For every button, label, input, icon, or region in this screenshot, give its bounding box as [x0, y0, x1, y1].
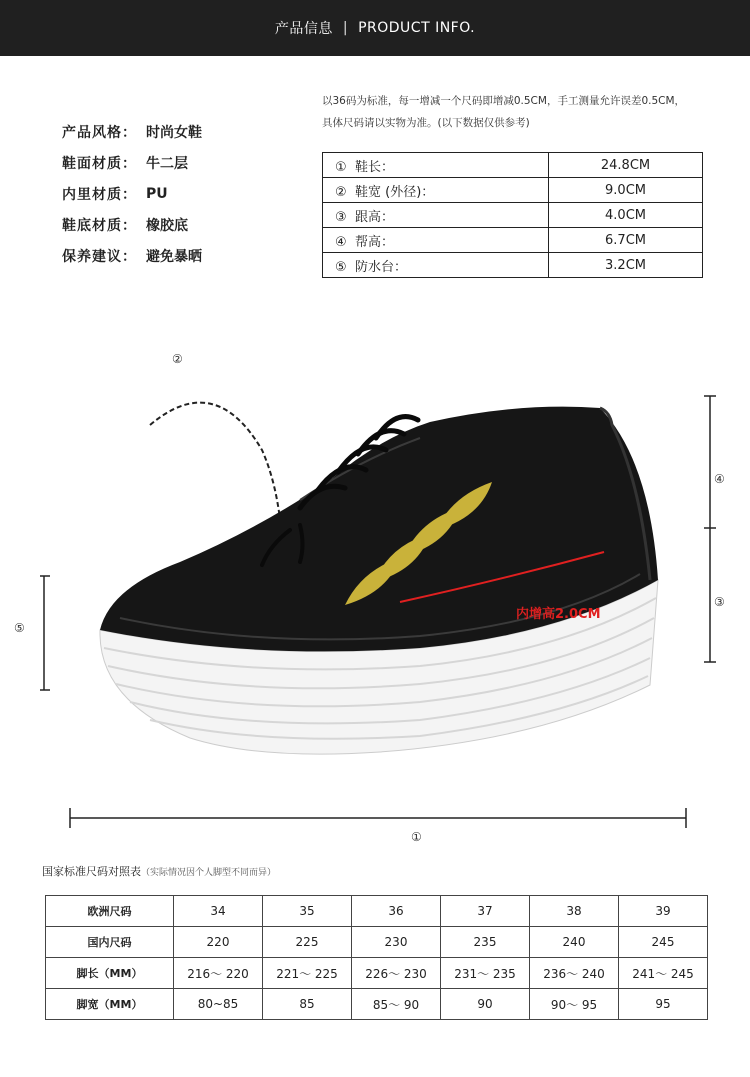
size-row-foot-length: [46, 958, 708, 989]
dimension-label: 鞋宽 (外径)：: [355, 184, 435, 200]
size-chart-title: [42, 863, 276, 879]
marker-2: ②: [172, 352, 183, 366]
dimension-number: ⑤: [335, 259, 347, 275]
measure-note-line1: 以36码为标准，每一增减一个尺码即增减0.5CM，手工测量允许误差0.5CM，: [322, 95, 686, 107]
product-properties: [62, 116, 202, 271]
marker-3: ③: [714, 595, 725, 609]
dimension-row: [323, 228, 703, 253]
size-row-cn: [46, 927, 708, 958]
dimension-row: [323, 153, 703, 178]
size-cell: 240: [530, 927, 619, 958]
dimension-number: ②: [335, 184, 347, 200]
size-chart-heading: 国家标准尺码对照表: [42, 865, 141, 878]
property-value: 避免暴晒: [146, 248, 202, 265]
size-row-foot-width: [46, 989, 708, 1020]
dimension-number: ③: [335, 209, 347, 225]
size-cell: 35: [263, 896, 352, 927]
size-row-label: 欧洲尺码: [46, 896, 174, 927]
size-row-label: 国内尺码: [46, 927, 174, 958]
property-value: 牛二层: [146, 155, 188, 172]
property-row: [62, 209, 202, 240]
size-cell: 231～ 235: [441, 958, 530, 989]
marker-4: ④: [714, 472, 725, 486]
size-cell: 90～ 95: [530, 989, 619, 1020]
size-cell: 36: [352, 896, 441, 927]
size-cell: 225: [263, 927, 352, 958]
property-value: 时尚女鞋: [146, 124, 202, 141]
property-value: 橡胶底: [146, 217, 188, 234]
size-cell: 90: [441, 989, 530, 1020]
shoe-drawing: [0, 330, 750, 850]
size-cell: 37: [441, 896, 530, 927]
size-cell: 85～ 90: [352, 989, 441, 1020]
property-row: [62, 178, 202, 209]
size-cell: 34: [174, 896, 263, 927]
marker-5: ⑤: [14, 621, 25, 635]
size-cell: 95: [619, 989, 708, 1020]
measure-note-line2: 具体尺码请以实物为准。(以下数据仅供参考): [322, 117, 530, 129]
property-key: 鞋面材质：: [62, 155, 137, 172]
marker-1: ①: [411, 830, 422, 844]
size-cell: 241～ 245: [619, 958, 708, 989]
dimension-row: [323, 203, 703, 228]
dimension-value: 3.2CM: [549, 253, 703, 278]
dimension-label: 跟高：: [355, 209, 395, 225]
property-row: [62, 147, 202, 178]
size-cell: 220: [174, 927, 263, 958]
header-title-cn: 产品信息: [274, 21, 333, 37]
size-cell: 221～ 225: [263, 958, 352, 989]
inner-height-label: 内增高2.0CM: [516, 607, 601, 622]
dimension-value: 24.8CM: [549, 153, 703, 178]
dimension-label: 帮高：: [355, 234, 395, 250]
size-cell: 85: [263, 989, 352, 1020]
size-cell: 235: [441, 927, 530, 958]
dimension-value: 9.0CM: [549, 178, 703, 203]
size-cell: 80~85: [174, 989, 263, 1020]
property-row: [62, 240, 202, 271]
dimension-value: 4.0CM: [549, 203, 703, 228]
header-title-en: PRODUCT INFO.: [358, 20, 476, 36]
size-row-label: 脚宽（MM）: [46, 989, 174, 1020]
shoe-illustration: [0, 330, 750, 850]
size-cell: 216～ 220: [174, 958, 263, 989]
dimension-label: 防水台：: [355, 259, 408, 275]
dimensions-table: [322, 152, 703, 278]
size-chart-subtitle: （实际情况因个人脚型不同而异）: [141, 868, 277, 878]
size-chart-table: [45, 895, 708, 1020]
dimension-row: [323, 253, 703, 278]
dimension-number: ④: [335, 234, 347, 250]
property-key: 保养建议：: [62, 248, 137, 265]
property-key: 内里材质：: [62, 186, 137, 203]
dimension-value: 6.7CM: [549, 228, 703, 253]
header-separator: |: [342, 20, 349, 36]
dimension-label: 鞋长：: [355, 159, 395, 175]
measure-note: [322, 90, 732, 134]
size-cell: 38: [530, 896, 619, 927]
size-cell: 245: [619, 927, 708, 958]
property-row: [62, 116, 202, 147]
header-bar: [0, 0, 750, 56]
size-cell: 230: [352, 927, 441, 958]
size-row-label: 脚长（MM）: [46, 958, 174, 989]
size-row-eu: [46, 896, 708, 927]
property-key: 鞋底材质：: [62, 217, 137, 234]
dimension-row: [323, 178, 703, 203]
dimension-number: ①: [335, 159, 347, 175]
size-cell: 236～ 240: [530, 958, 619, 989]
size-cell: 226～ 230: [352, 958, 441, 989]
property-value: PU: [146, 185, 168, 202]
property-key: 产品风格：: [62, 124, 137, 141]
size-cell: 39: [619, 896, 708, 927]
